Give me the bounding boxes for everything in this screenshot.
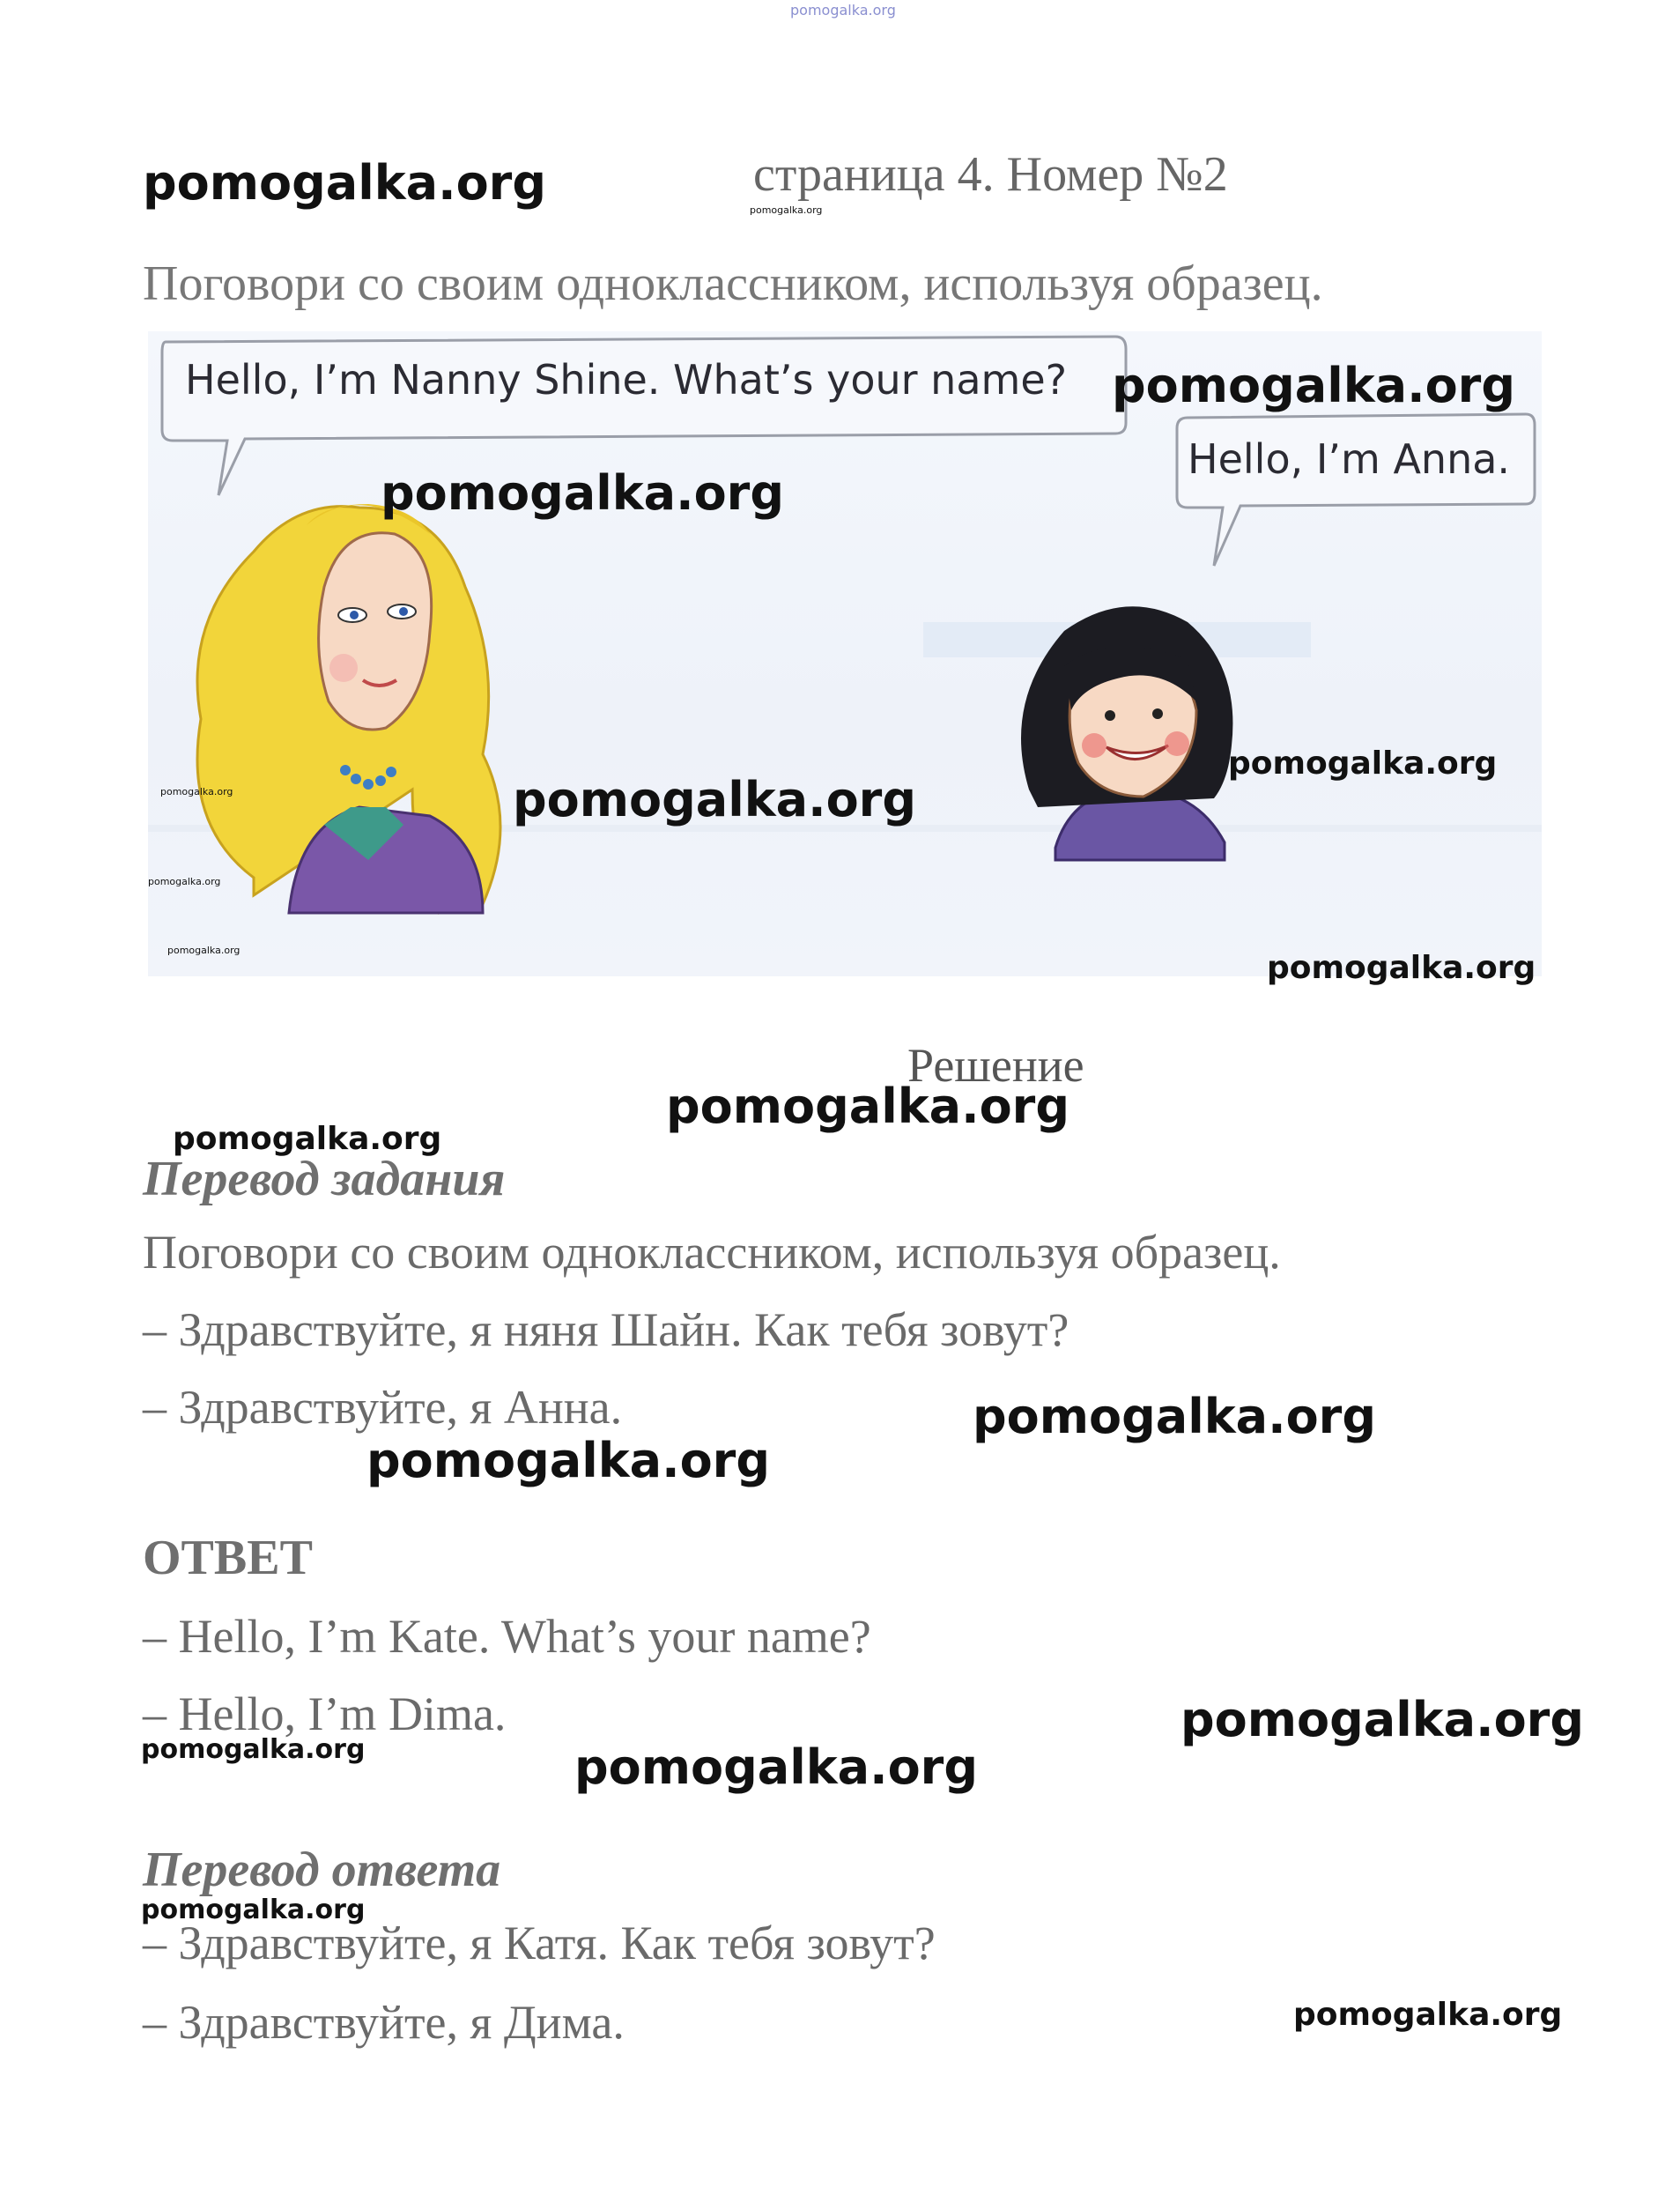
watermark-small: pomogalka.org: [750, 204, 823, 216]
answer-translation-line: – Здравствуйте, я Дима.: [143, 1996, 625, 2049]
watermark: pomogalka.org: [173, 1121, 442, 1157]
watermark: pomogalka.org: [574, 1739, 978, 1795]
answer-translation-line: – Здравствуйте, я Катя. Как тебя зовут?: [143, 1917, 936, 1969]
watermark: pomogalka.org: [666, 1079, 1069, 1134]
watermark: pomogalka.org: [141, 1734, 366, 1765]
watermark-in-image: pomogalka.org: [160, 786, 233, 797]
dialogue-illustration: [148, 331, 1542, 976]
watermark: pomogalka.org: [1180, 1692, 1584, 1747]
watermark-in-image: pomogalka.org: [1112, 358, 1515, 413]
answer-line: – Hello, I’m Dima.: [143, 1687, 507, 1740]
watermark-in-image: pomogalka.org: [1228, 745, 1498, 782]
task-translation-line: – Здравствуйте, я Анна.: [143, 1381, 623, 1434]
task-text: Поговори со своим одноклассником, используя образец.: [143, 256, 1323, 311]
dialogue-illustration-svg: [148, 331, 1542, 976]
watermark-in-image: pomogalka.org: [513, 772, 916, 827]
watermark: pomogalka.org: [973, 1389, 1376, 1444]
watermark-top: pomogalka.org: [790, 2, 896, 19]
watermark: pomogalka.org: [1293, 1997, 1563, 2033]
watermark-in-image: pomogalka.org: [381, 465, 784, 521]
answer-line: – Hello, I’m Kate. What’s your name?: [143, 1610, 871, 1663]
watermark: pomogalka.org: [366, 1433, 770, 1488]
watermark-logo: pomogalka.org: [143, 155, 546, 211]
bubble-nanny-text: Hello, I’m Nanny Shine. What’s your name?: [185, 356, 1068, 404]
watermark-in-image: pomogalka.org: [167, 945, 241, 956]
task-translation-line: Поговори со своим одноклассником, используя образец.: [143, 1226, 1281, 1279]
task-translation-heading: Перевод задания: [143, 1152, 506, 1206]
solution-title: Решение: [907, 1039, 1084, 1092]
watermark-in-image: pomogalka.org: [148, 876, 221, 887]
nanny-shine-character: [197, 504, 500, 913]
bubble-anna-text: Hello, I’m Anna.: [1188, 435, 1511, 483]
answer-heading: ОТВЕТ: [143, 1531, 313, 1585]
answer-translation-heading: Перевод ответа: [143, 1843, 501, 1897]
watermark: pomogalka.org: [1267, 950, 1536, 986]
task-translation-line: – Здравствуйте, я няня Шайн. Как тебя зовут?: [143, 1303, 1069, 1356]
watermark: pomogalka.org: [141, 1895, 366, 1925]
page-heading: страница 4. Номер №2: [753, 147, 1228, 202]
